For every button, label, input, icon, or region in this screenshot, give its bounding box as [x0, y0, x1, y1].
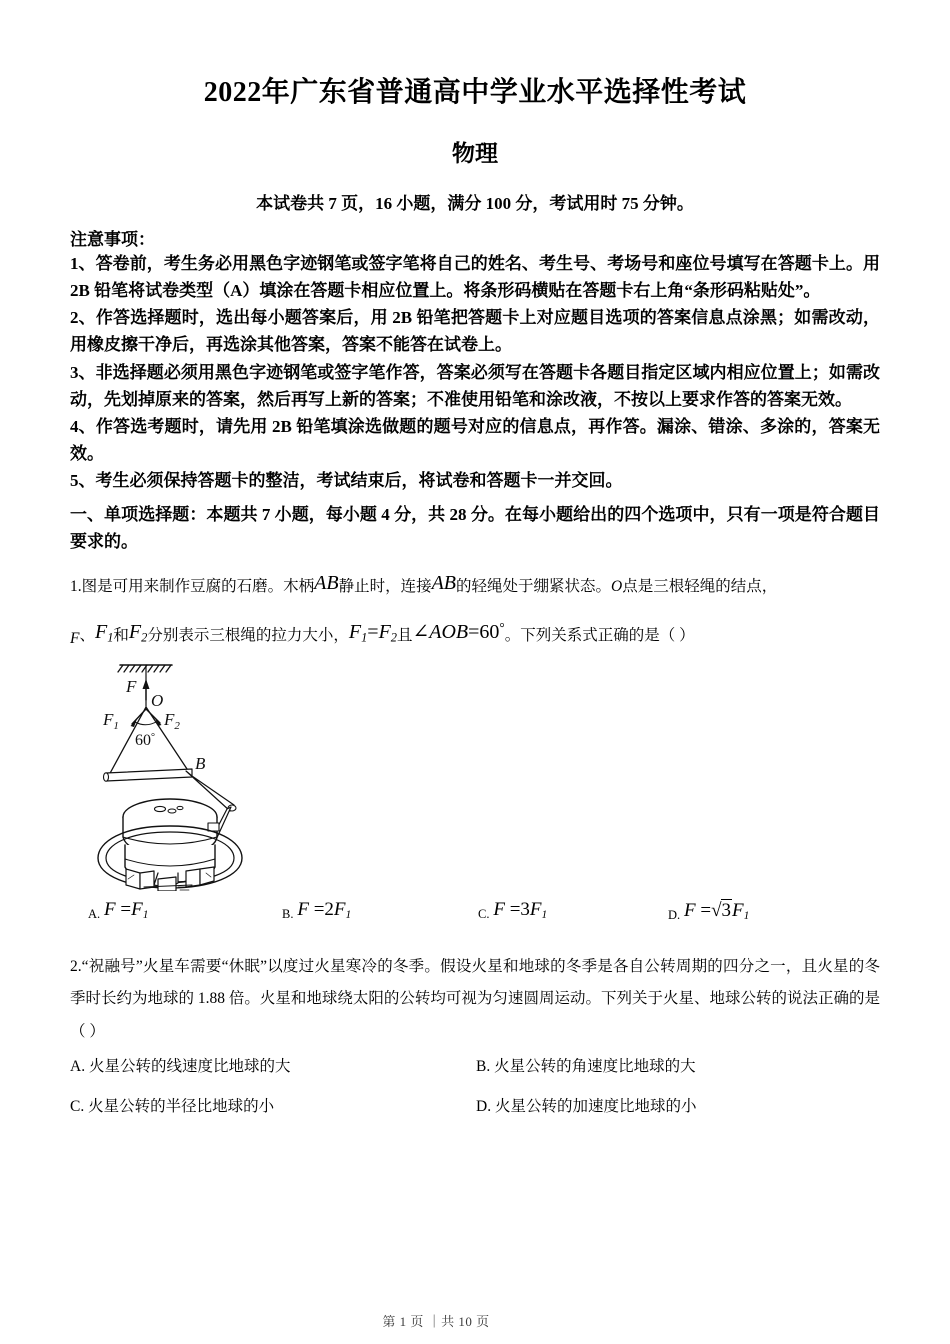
- q1-stem-text-e: 分别表示三根绳的拉力大小，: [147, 626, 349, 644]
- notice-item-3: 3、非选择题必须用黑色字迹钢笔或签字笔作答，答案必须写在答题卡各题目指定区域内相应位置上；如需改动，先划掉原来的答案，然后再写上新的答案；不准使用铅笔和涂改液，不按以上要求作答的答案无效。: [70, 362, 880, 409]
- option-1-A-rhs-sub: 1: [142, 909, 149, 921]
- option-1-B[interactable]: [282, 899, 351, 922]
- q1-label-O: O: [611, 577, 623, 595]
- q1-degree-symbol: °: [499, 619, 505, 635]
- stone-mill-force-diagram: [82, 659, 332, 891]
- question-1-stem-line-1: [70, 556, 880, 599]
- q1-eq-sign: =: [367, 620, 379, 643]
- option-1-B-rhs-sub: 1: [345, 909, 352, 921]
- option-1-C-letter: C.: [478, 906, 490, 921]
- notice-item-4: 4、作答选考题时，请先用 2B 铅笔填涂选做题的题号对应的信息点，再作答。漏涂、错涂、多涂的，答案无效。: [70, 416, 880, 464]
- q1-symbol-F: F: [70, 629, 80, 647]
- option-1-B-eq: =: [313, 898, 325, 920]
- option-2-A[interactable]: A. 火星公转的线速度比地球的大: [70, 1058, 291, 1076]
- option-1-C-rhs-sub: 1: [541, 909, 548, 921]
- question-2-number: 2.: [70, 957, 82, 975]
- page-footer: [0, 1311, 950, 1330]
- page-number-label: 第 1 页 ｜共 10 页: [382, 1314, 490, 1329]
- option-1-B-letter: B.: [282, 906, 294, 921]
- option-1-D-rhs: F: [732, 899, 744, 921]
- exam-meta-line: 本试卷共 7 页，16 小题，满分 100 分，考试用时 75 分钟。: [256, 194, 694, 214]
- q1-eq-F2-sub: 2: [390, 630, 397, 645]
- q1-stem-text-b: 静止时，连接: [338, 577, 432, 595]
- notice-item-5: 5、考生必须保持答题卡的整洁，考试结束后，将试卷和答题卡一并交回。: [70, 471, 623, 491]
- option-2-B[interactable]: B. 火星公转的角速度比地球的大: [476, 1058, 696, 1076]
- question-2-options: [70, 1048, 880, 1142]
- option-1-A-lhs: F: [104, 898, 116, 920]
- q1-symbol-F2: F: [128, 620, 142, 643]
- option-2-D[interactable]: D. 火星公转的加速度比地球的小: [476, 1098, 697, 1116]
- option-1-D[interactable]: D. $F =√3F_1$: [668, 899, 750, 922]
- option-1-D-rhs-sub: 1: [743, 910, 750, 922]
- figure-label-angle: 60°: [135, 731, 155, 749]
- question-1-number: 1.: [70, 577, 82, 595]
- q1-stem-conj: 且: [396, 626, 413, 644]
- q1-stem-text-a: 图是可用来制作豆腐的石磨。木柄: [81, 577, 315, 595]
- figure-label-O: O: [151, 690, 164, 710]
- option-2-C[interactable]: C. 火星公转的半径比地球的小: [70, 1098, 275, 1116]
- option-1-B-rhs: F: [333, 898, 346, 920]
- q1-label-AB-2: AB: [431, 571, 457, 594]
- subject-title: 物理: [452, 140, 498, 166]
- question-1-options: [70, 891, 880, 935]
- option-1-C-coef: 3: [520, 898, 530, 920]
- section-heading-single-choice: 一、单项选择题：本题共 7 小题，每小题 4 分，共 28 分。在每小题给出的四个选项中，只有一项是符合题目要求的。: [70, 504, 880, 552]
- q1-stem-sep-2: 和: [113, 626, 129, 644]
- force-F-arrowhead: [143, 679, 150, 689]
- figure-label-B: B: [195, 753, 206, 773]
- option-1-B-coef: 2: [324, 898, 334, 920]
- q1-symbol-F1: F: [94, 620, 108, 643]
- option-1-A-eq: =: [120, 898, 132, 920]
- question-2-stem: [70, 935, 880, 1049]
- notice-heading: 注意事项：: [70, 229, 155, 249]
- q1-angle-value: =60: [468, 620, 500, 643]
- option-1-D-letter: D.: [668, 907, 681, 922]
- question-2-stem-text: “祝融号”火星车需要“休眠”以度过火星寒冷的冬季。假设火星和地球的冬季是各自公转周期的四分之一，且火星的冬季时长约为地球的 1.88 倍。火星和地球绕太阳的公转均可视为匀速圆周运动。下列关于火星、地球公转的说法正确的是（ ）: [70, 957, 880, 1040]
- figure-label-F2: $F_2$: [164, 709, 180, 732]
- option-1-D-lhs: F: [684, 899, 696, 921]
- option-1-D-radicand: 3: [721, 899, 732, 921]
- page-title: 2022年广东省普通高中学业水平选择性考试: [203, 77, 747, 108]
- option-1-C[interactable]: [478, 899, 547, 922]
- q1-eq-F1: F: [348, 620, 362, 643]
- q1-eq-F2: F: [378, 620, 391, 643]
- question-1-stem-line-2: [70, 599, 880, 653]
- figure-label-F: F: [126, 676, 137, 696]
- figure-label-F1: $F_1$: [103, 709, 119, 732]
- option-1-A-rhs: F: [131, 898, 143, 920]
- q1-symbol-F1-sub: 1: [107, 630, 114, 645]
- notice-item-1: 1、答卷前，考生务必用黑色字迹钢笔或签字笔将自己的姓名、考生号、考场号和座位号填写在答题卡上。用 2B 铅笔将试卷类型（A）填涂在答题卡相应位置上。将条形码横贴在答题卡右上角“条形码粘贴处”。: [70, 253, 880, 301]
- option-1-A[interactable]: [88, 899, 148, 922]
- q1-symbol-F2-sub: 2: [141, 630, 148, 645]
- option-1-C-eq: =: [509, 898, 521, 920]
- option-1-A-letter: A.: [88, 906, 101, 921]
- option-1-C-rhs: F: [529, 898, 542, 920]
- q1-eq-F1-sub: 1: [361, 630, 368, 645]
- option-1-B-lhs: F: [297, 898, 309, 920]
- q1-stem-tail: 。下列关系式正确的是（ ）: [504, 626, 695, 644]
- q1-stem-sep-1: 、: [79, 626, 95, 644]
- option-1-D-eq: =: [700, 899, 712, 921]
- q1-stem-text-d: 点是三根轻绳的结点，: [622, 577, 778, 595]
- q1-label-AB-1: AB: [314, 571, 339, 594]
- q1-stem-text-c: 的轻绳处于绷紧状态。: [456, 577, 612, 595]
- q1-angle-AOB: ∠AOB: [412, 620, 469, 643]
- notice-item-2: 2、作答选择题时，选出每小题答案后，用 2B 铅笔把答题卡上对应题目选项的答案信息点涂黑；如需改动，用橡皮擦干净后，再选涂其他答案，答案不能答在试卷上。: [70, 308, 880, 355]
- option-1-C-lhs: F: [493, 898, 505, 920]
